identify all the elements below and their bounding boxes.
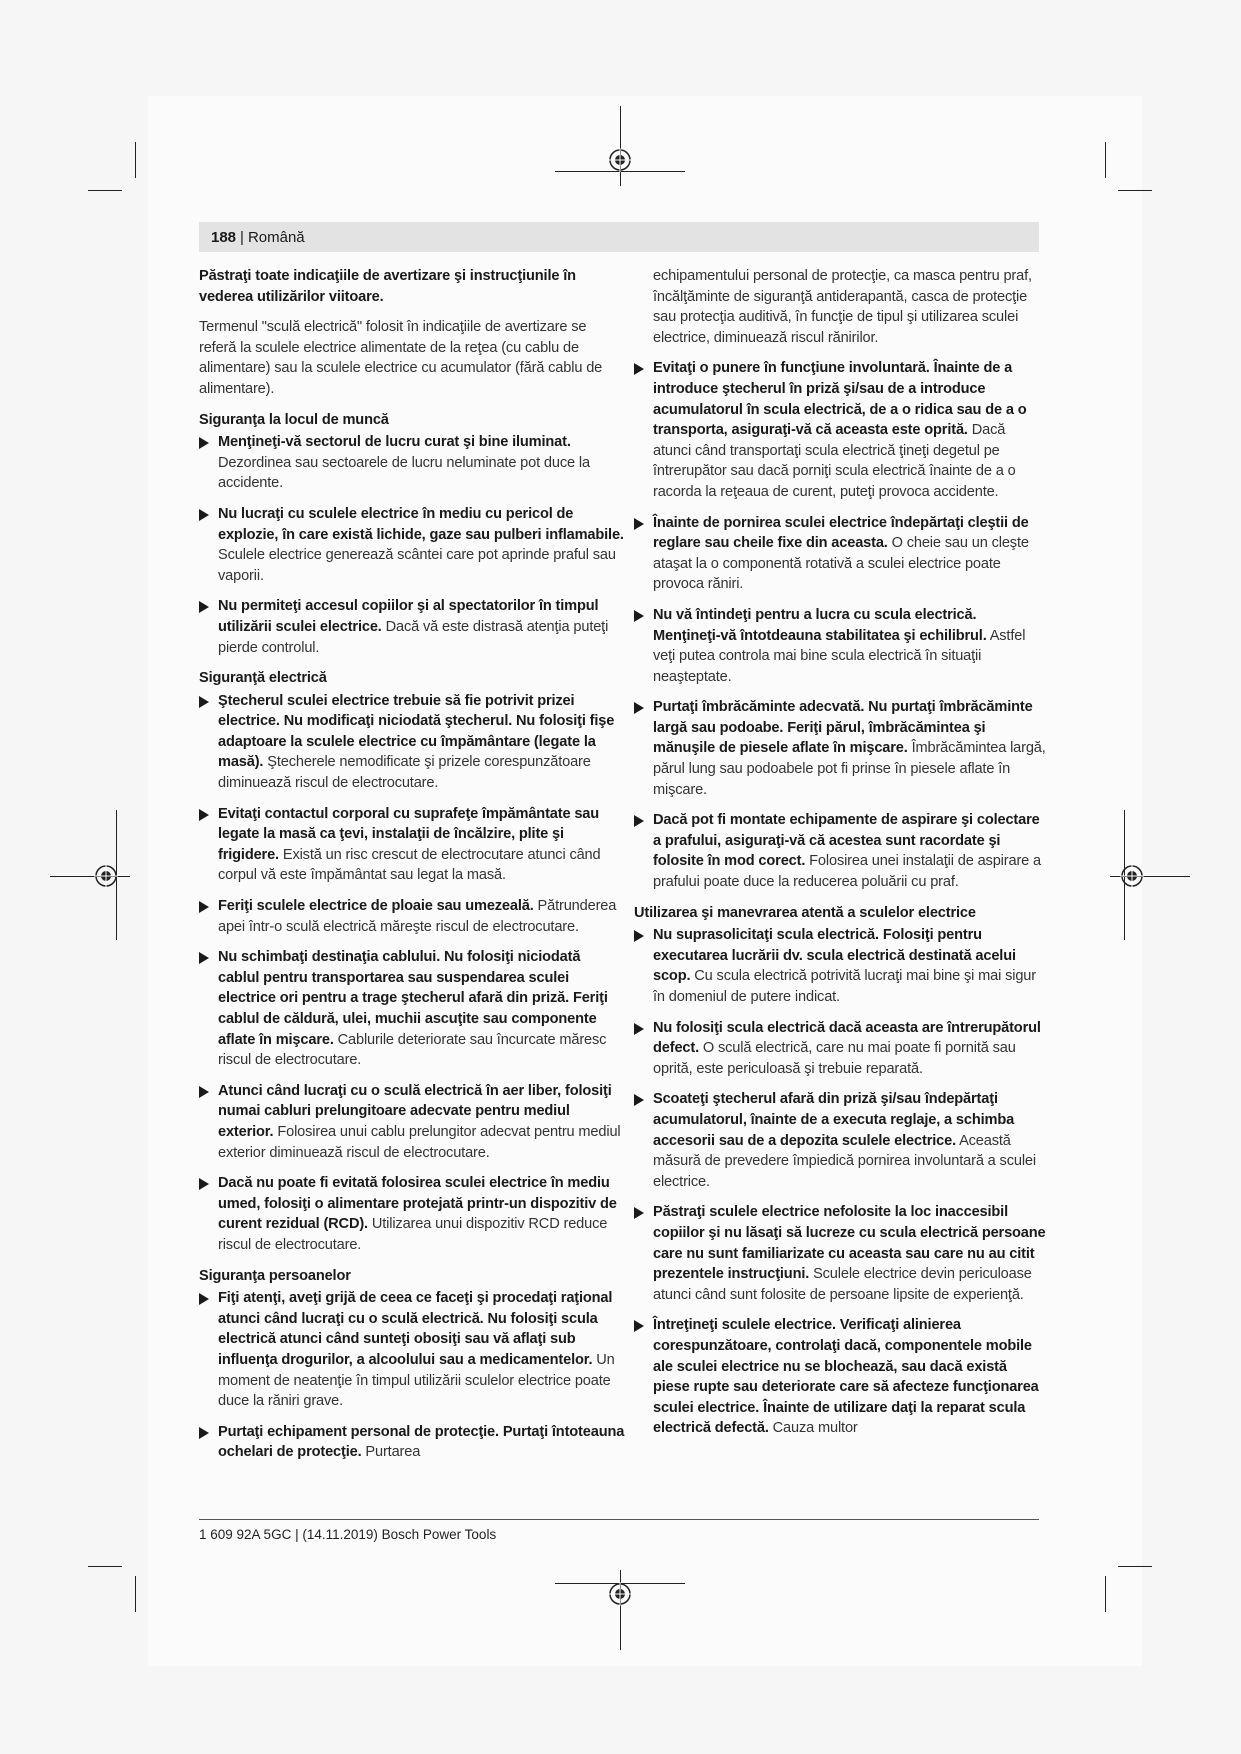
item-bold: Nu permiteţi accesul copiilor şi al spectatorilor în timpul utilizării sculei electrice. bbox=[218, 598, 599, 635]
item-text: Cauza multor bbox=[772, 1420, 858, 1437]
item-bold: Evitaţi contactul corporal cu suprafeţe împământate sau legate la masă ca ţevi, instalaţii de încălzire, plite şi frigidere. bbox=[218, 805, 600, 863]
crop-mark bbox=[1105, 142, 1106, 178]
item-text: Pătrunderea apei într-o sculă electrică măreşte riscul de electrocutare. bbox=[218, 898, 617, 935]
item-bold: Ştecherul sculei electrice trebuie să fie potrivit prizei electrice. Nu modificaţi niciodată ştecherul. Nu folosiţi fişe adaptoare la sculele electrice cu împământare (legate la masă). bbox=[218, 692, 615, 771]
crop-mark bbox=[135, 142, 136, 178]
item-text: Folosirea unei instalaţii de aspirare a prafului poate duce la reducerea poluării cu praf. bbox=[653, 853, 1041, 891]
list-item bbox=[634, 1018, 1046, 1080]
item-bold: Atunci când lucraţi cu o sculă electrică în aer liber, folosiţi numai cabluri prelungitoare adecvate pentru mediul exterior. bbox=[218, 1082, 612, 1140]
bullet-arrow-icon bbox=[634, 518, 644, 530]
bullet-arrow-icon bbox=[634, 815, 644, 827]
bullet-arrow-icon bbox=[634, 930, 644, 942]
registration-target-icon bbox=[94, 864, 118, 888]
page-header bbox=[199, 222, 1039, 252]
item-text: O cheie sau un cleşte ataşat la o componentă rotativă a sculei electrice poate provoca răniri. bbox=[653, 535, 1029, 593]
item-text: Un moment de neatenţie în timpul utilizării sculelor electrice poate duce la răniri grave. bbox=[218, 1351, 615, 1410]
item-text: Ştecherele nemodificate şi prizele corespunzătoare diminuează riscul de electrocutare. bbox=[218, 754, 591, 792]
crop-mark bbox=[1118, 190, 1152, 191]
intro-warning: Păstraţi toate indicaţiile de avertizare şi instrucţiunile în vederea utilizărilor viitoare. bbox=[199, 268, 576, 305]
item-bold: Nu lucraţi cu sculele electrice în mediu cu pericol de explozie, în care există lichide, gaze sau pulberi inflamabile. bbox=[218, 505, 624, 543]
bullet-arrow-icon bbox=[199, 1178, 209, 1190]
item-bold: Scoateţi ştecherul afară din priză şi/sau îndepărtaţi acumulatorul, înainte de a executa reglaje, a schimba accesorii sau de a depozita sculele electrice. bbox=[653, 1091, 1015, 1149]
item-text: Utilizarea unui dispozitiv RCD reduce riscul de electrocutare. bbox=[218, 1216, 608, 1253]
item-text: O sculă electrică, care nu mai poate fi pornită sau oprită, este periculoasă şi trebuie reparată. bbox=[653, 1040, 1016, 1077]
item-text: Purtarea bbox=[365, 1444, 421, 1461]
item-bold: Feriţi sculele electrice de ploaie sau umezeală. bbox=[218, 898, 534, 915]
registration-target-icon bbox=[608, 148, 632, 172]
crop-mark bbox=[135, 1576, 136, 1612]
registration-target-icon bbox=[1120, 864, 1144, 888]
section-heading-electrical: Siguranţă electrică bbox=[199, 670, 327, 687]
list-item bbox=[634, 810, 1046, 892]
item-bold: Menţineţi-vă sectorul de lucru curat şi bine iluminat. bbox=[218, 434, 571, 451]
list-item bbox=[634, 1315, 1046, 1439]
list-item bbox=[199, 1173, 625, 1255]
left-column bbox=[199, 266, 625, 1473]
item-bold: Fiţi atenţi, aveţi grijă de ceea ce faceţi şi procedaţi raţional atunci când lucraţi cu o sculă electrică. Nu folosiţi scula electrică atunci când sunteţi obosiţi sau vă aflaţi sub influenţa drogurilor, a alcoolului sau a medicamentelor. bbox=[218, 1290, 613, 1368]
item-bold: Nu schimbaţi destinaţia cablului. Nu folosiţi niciodată cablul pentru transportarea sau suspendarea sculei electrice ori pentru a trage ştecherul afară din priză. Feriţi cablul de căldură, ulei, muchii ascuţite sau componente aflate în mişcare. bbox=[218, 949, 608, 1048]
list-item bbox=[634, 358, 1046, 502]
list-item bbox=[199, 804, 625, 886]
list-item bbox=[199, 504, 625, 586]
item-text: Cablurile deteriorate sau încurcate măresc riscul de electrocutare. bbox=[218, 1031, 607, 1069]
item-text: Această măsură de prevedere împiedică pornirea involuntară a sculei electrice. bbox=[653, 1132, 1036, 1190]
bullet-arrow-icon bbox=[199, 952, 209, 964]
section-heading-use: Utilizarea şi manevrarea atentă a sculelor electrice bbox=[634, 904, 976, 921]
list-item bbox=[199, 432, 625, 494]
registration-line bbox=[50, 876, 130, 877]
crop-mark bbox=[1118, 1566, 1152, 1567]
list-item bbox=[199, 596, 625, 658]
registration-line bbox=[620, 106, 621, 186]
header-separator: | bbox=[240, 228, 244, 246]
crop-mark bbox=[88, 190, 122, 191]
item-text: Sculele electrice generează scântei care pot aprinde praful sau vaporii. bbox=[218, 547, 616, 584]
list-item bbox=[634, 1089, 1046, 1192]
section-heading-personal: Siguranţa persoanelor bbox=[199, 1267, 351, 1284]
bullet-arrow-icon bbox=[199, 901, 209, 913]
list-item bbox=[199, 1288, 625, 1412]
item-text: Folosirea unui cablu prelungitor adecvat pentru mediul exterior diminuează riscul de electrocutare. bbox=[218, 1123, 621, 1161]
page-number: 188 bbox=[211, 228, 237, 246]
bullet-arrow-icon bbox=[199, 809, 209, 821]
right-column bbox=[634, 266, 1046, 1449]
bullet-arrow-icon bbox=[634, 1023, 644, 1035]
list-item bbox=[634, 605, 1046, 687]
item-bold: Evitaţi o punere în funcţiune involuntară. Înainte de a introduce ştecherul în priză şi/sau de a introduce acumulatorul în scula electrică, de a o ridica sau de a o transporta, asiguraţi-vă că aceasta este oprită. bbox=[653, 360, 1027, 439]
list-item bbox=[199, 896, 625, 937]
bullet-arrow-icon bbox=[199, 601, 209, 613]
bullet-arrow-icon bbox=[199, 696, 209, 708]
bullet-arrow-icon bbox=[634, 610, 644, 622]
continued-text: echipamentului personal de protecţie, ca masca pentru praf, încălţăminte de siguranţă antiderapantă, casca de protecţie sau protecţia auditivă, în funcţie de tipul şi utilizarea sculei electrice, diminuează riscul rănirilor. bbox=[653, 268, 1032, 346]
crop-mark bbox=[1105, 1576, 1106, 1612]
item-text: Cu scula electrică potrivită lucraţi mai bine şi mai sigur în domeniul de putere indicat. bbox=[653, 968, 1036, 1005]
list-item bbox=[634, 697, 1046, 800]
bullet-arrow-icon bbox=[199, 1086, 209, 1098]
item-text: Dacă vă este distrasă atenţia puteţi pierde controlul. bbox=[218, 618, 609, 656]
registration-target-icon bbox=[608, 1582, 632, 1606]
item-bold: Purtaţi echipament personal de protecţie. Purtaţi întoteauna ochelari de protecţie. bbox=[218, 1423, 625, 1461]
item-bold: Dacă nu poate fi evitată folosirea sculei electrice în mediu umed, folosiţi o alimentare protejată printr-un dispozitiv de curent rezidual (RCD). bbox=[218, 1175, 617, 1233]
item-bold: Întreţineţi sculele electrice. Verificaţi alinierea corespunzătoare, controlaţi dacă, componentele mobile ale sculei electrice nu se blochează, sau dacă există piese rupte sau deteriorate care să afecteze funcţionarea sculei electrice. Înainte de utilizare daţi la reparat scula electrică defectă. bbox=[653, 1317, 1039, 1437]
bullet-arrow-icon bbox=[634, 1207, 644, 1219]
item-bold: Purtaţi îmbrăcăminte adecvată. Nu purtaţi îmbrăcăminte largă sau podoabe. Feriţi părul, îmbrăcămintea şi mănuşile de piesele aflate în mişcare. bbox=[653, 699, 1033, 757]
page-footer: 1 609 92A 5GC | (14.11.2019) Bosch Power Tools bbox=[199, 1527, 497, 1542]
item-bold: Păstraţi sculele electrice nefolosite la loc inaccesibil copiilor şi nu lăsaţi să lucreze cu scula electrică persoane care nu sunt familiarizate cu aceasta sau care nu au citit prezentele instrucţiuni. bbox=[653, 1204, 1046, 1283]
list-item bbox=[634, 513, 1046, 595]
section-heading-work-area: Siguranţa la locul de muncă bbox=[199, 411, 389, 428]
list-item bbox=[199, 947, 625, 1071]
bullet-arrow-icon bbox=[634, 702, 644, 714]
bullet-arrow-icon bbox=[199, 509, 209, 521]
list-item bbox=[199, 1081, 625, 1163]
bullet-arrow-icon bbox=[634, 1320, 644, 1332]
item-bold: Nu vă întindeţi pentru a lucra cu scula electrică. Menţineţi-vă întotdeauna stabilitatea şi echilibrul. bbox=[653, 606, 987, 644]
item-bold: Nu folosiţi scula electrică dacă aceasta are întrerupătorul defect. bbox=[653, 1019, 1041, 1057]
intro-text: Termenul "sculă electrică" folosit în indicaţiile de avertizare se referă la sculele electrice alimentate de la reţea (cu cablu de alimentare) sau la sculele electrice cu acumulator (fără cablu de alimentare). bbox=[199, 319, 603, 397]
list-item bbox=[634, 1202, 1046, 1305]
bullet-arrow-icon bbox=[634, 1094, 644, 1106]
list-item bbox=[634, 925, 1046, 1007]
footer-divider bbox=[199, 1519, 1039, 1520]
bullet-arrow-icon bbox=[199, 437, 209, 449]
item-text: Astfel veţi putea controla mai bine scula electrică în situaţii neaşteptate. bbox=[653, 627, 1026, 685]
item-text: Există un risc crescut de electrocutare atunci când corpul vă este împământat sau legat la masă. bbox=[218, 846, 601, 884]
item-text: Sculele electrice devin periculoase atunci când sunt folosite de persoane lipsite de experienţă. bbox=[653, 1266, 1032, 1303]
item-bold: Înainte de pornirea sculei electrice îndepărtaţi cleştii de reglare sau cheile fixe din aceasta. bbox=[653, 514, 1029, 552]
item-bold: Nu suprasolicitaţi scula electrică. Folosiţi pentru executarea lucrării dv. scula electrică destinată acelui scop. bbox=[653, 927, 1016, 985]
bullet-arrow-icon bbox=[199, 1293, 209, 1305]
item-bold: Dacă pot fi montate echipamente de aspirare şi colectare a prafului, asiguraţi-vă că acestea sunt racordate şi folosite în mod corect. bbox=[653, 812, 1040, 870]
bullet-arrow-icon bbox=[634, 363, 644, 375]
item-text: Dezordinea sau sectoarele de lucru neluminate pot duce la accidente. bbox=[218, 454, 590, 492]
item-text: Îmbrăcămintea largă, părul lung sau podoabele pot fi prinse în piesele aflate în mişcare. bbox=[653, 740, 1046, 798]
header-language: Română bbox=[247, 228, 305, 246]
list-item bbox=[199, 1422, 625, 1463]
crop-mark bbox=[88, 1566, 122, 1567]
list-item bbox=[199, 691, 625, 794]
item-text: Dacă atunci când transportaţi scula electrică ţineţi degetul pe întrerupător sau dacă porniţi scula electrică înainte de a o racorda la reţeaua de curent, puteţi provoca accidente. bbox=[653, 422, 1016, 500]
bullet-arrow-icon bbox=[199, 1427, 209, 1439]
